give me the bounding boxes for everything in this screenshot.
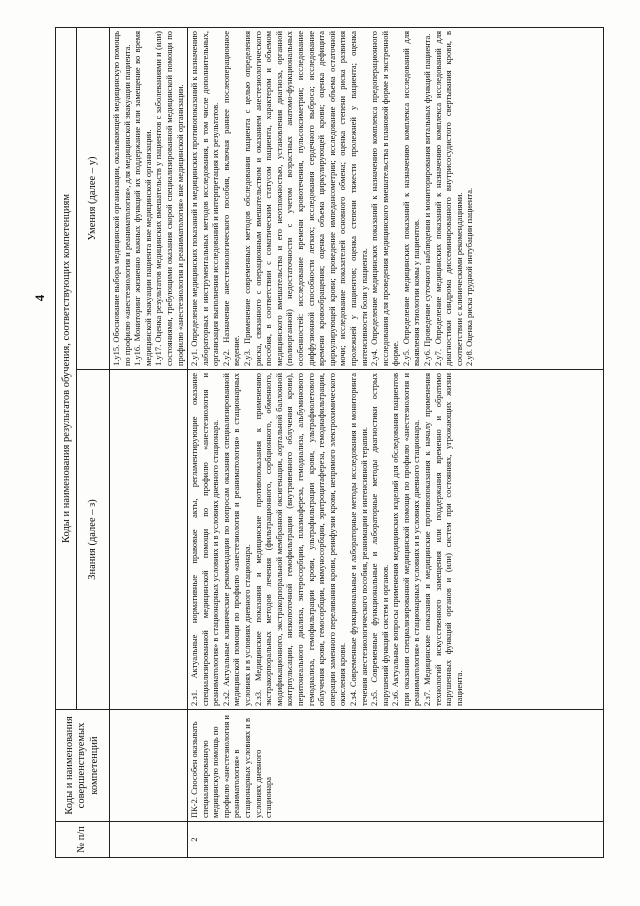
skill-item: 1.у15. Обоснование выбора медицинской организации, оказывающей медицинскую помощь по профилю «анестезиология и реаниматология», для медицинской эвакуации пациента. [111, 30, 132, 366]
cell-skills [188, 27, 604, 369]
skill-item: 1.у17. Оценка результатов медицинских вмешательств у пациентов с заболеваниями и (или) состояниями, требующими оказания скорой специализированной медицинской помощи по профилю «анестезиология и реаниматология» вне медицинской организации. [153, 30, 185, 366]
skill-item: 2.у6. Проведение суточного наблюдения и мониторирования витальных функций пациента. [422, 33, 433, 366]
header-competency: Коды и наименования совершенствуемых компетенций [56, 710, 110, 822]
competency-table [55, 27, 604, 858]
cell-no [110, 822, 188, 858]
rotated-content [29, 28, 614, 858]
skill-item: 2.у7. Определение медицинских показаний к назначению комплекса исследований для диагностики синдрома диссеминированного внутрисосудистого свертывания крови, в соответствии с клиническими рекомендациями. [432, 30, 464, 366]
page-number: 4 [32, 294, 47, 302]
skill-item: 2.у3. Применение современных методов обследования пациента с целью определения риска, связанного с операционным вмешательством и оказанием анестезиологического пособия, в соответствии с соматическим статусом пациента, характером и объемом медицинского вмешательства и его неотложностью, установления диагноза, органной (полиорганной) недостаточности с учетом возрастных анатомо-функциональных особенностей: исследование времени кровотечения, пульсоксиметрии; исследование диффузионной способности легких; исследования сердечного выброса; исследование времени кровообращения; оценка объема циркулирующей крови; оценка дефицита циркулирующей крови; проведение импедансометрии; исследование объема остаточной мочи; исследование показателей основного обмена; оценка степени риска развития пролежней у пациентов; оценка степени тяжести пролежней у пациента; оценка интенсивности боли у пациента. [241, 30, 369, 366]
knowledge-item: 2.з1. Актуальные нормативные правовые акты, регламентирующие оказание специализированной медицинской помощи по профилю «анестезиология и реаниматология» в стационарных условиях и в условиях дневного стационара. [189, 373, 221, 706]
skill-item: 2.у1. Определение медицинских показаний и медицинских противопоказаний к назначению лабораторных и инструментальных методов исследования, в том числе дополнительных, организация выполнения исследований и интерпретация их результатов. [189, 30, 221, 366]
knowledge-item: 2.з3. Медицинские показания и медицинские противопоказания к применению экстракорпоральных методов лечения (фильтрационного, сорбционного, обменного, модификационного, экстракорпоральной мембранной оксигенации, аортальной баллонной контрпульсации, низкопоточной гемофильтрации (внутривенного облучения крови), перитонеального диализа, энтеросорбции, плазмафереза, гемодиализа, альбуминового гемодиализа, гемофильтрации крови, ультрафильтрации крови, ультрафиолетового облучения крови, гемосорбции, иммуносорбции, эритроцитафереза, гемодиафильтрации, операции заменного переливания крови, реинфузии крови, непрямого электрохимического окисления крови. [252, 373, 348, 706]
cell-skills [110, 27, 188, 369]
skill-item: 1.у16. Мониторинг жизненно важных функций их поддержание или замещение во время медицинской эвакуации пациента вне медицинской организации. [132, 30, 153, 366]
knowledge-item: 2.з7. Медицинские показания и медицинские противопоказания к началу применения технологий искусственного замещения или поддержания временно и обратимо нарушенных функций органов и (или) систем при состояниях, угрожающих жизни пациента. [422, 373, 464, 706]
cell-knowledge [188, 370, 604, 710]
table-row [110, 27, 188, 857]
skill-item: 2.у2. Назначение анестезиологического пособия, включая раннее послеоперационное ведение. [220, 30, 242, 366]
skill-item: 2.у8. Оценка риска трудной интубации пациента. [464, 187, 475, 366]
cell-knowledge [110, 370, 188, 710]
skill-item: 2.у4. Определение медицинских показаний к назначению комплекса предоперационного исследования для проведения медицинского вмешательства в плановой форме и экстренной форме. [369, 30, 401, 366]
knowledge-item: 2.з2. Актуальные клинические рекомендации по вопросам оказания специализированной медицинской помощи по профилю «анестезиология и реаниматология» в стационарных условиях и в условиях дневного стационара. [220, 373, 252, 706]
cell-competency [110, 710, 188, 822]
header-results-group: Коды и наименования результатов обучения, соответствующих компетенциям [56, 27, 77, 709]
knowledge-item: 2.з4. Современные функциональные и лабораторные методы исследования и мониторинга течения анестезиологического пособия, реанимации и интенсивной терапии. [347, 373, 369, 706]
knowledge-item: 2.з5. Современные функциональные и лабораторные методы диагностики острых нарушений функций систем и органов. [369, 373, 390, 706]
cell-no: 2 [188, 822, 604, 858]
knowledge-item: 2.з6. Актуальные вопросы применения медицинских изделий для обследования пациентов при оказании специализированной медицинской помощи по профилю «анестезиология и реаниматология» в стационарных условиях и в условиях дневного стационара. [390, 373, 422, 706]
header-no: № п/п [56, 822, 110, 858]
table-row [188, 27, 604, 857]
cell-competency: ПК-2. Способен оказывать специализированную медицинскую помощь по профилю «анестезиология и реаниматология» в стационарных условиях и в условиях дневного стационара [188, 710, 604, 822]
header-skills: Умения (далее – у) [77, 27, 110, 369]
header-knowledge: Знания (далее – з) [77, 370, 110, 710]
skill-item: 2.у5. Определение медицинских показаний к назначению комплекса исследований для выявления этиологии комы у пациентов. [400, 30, 422, 366]
